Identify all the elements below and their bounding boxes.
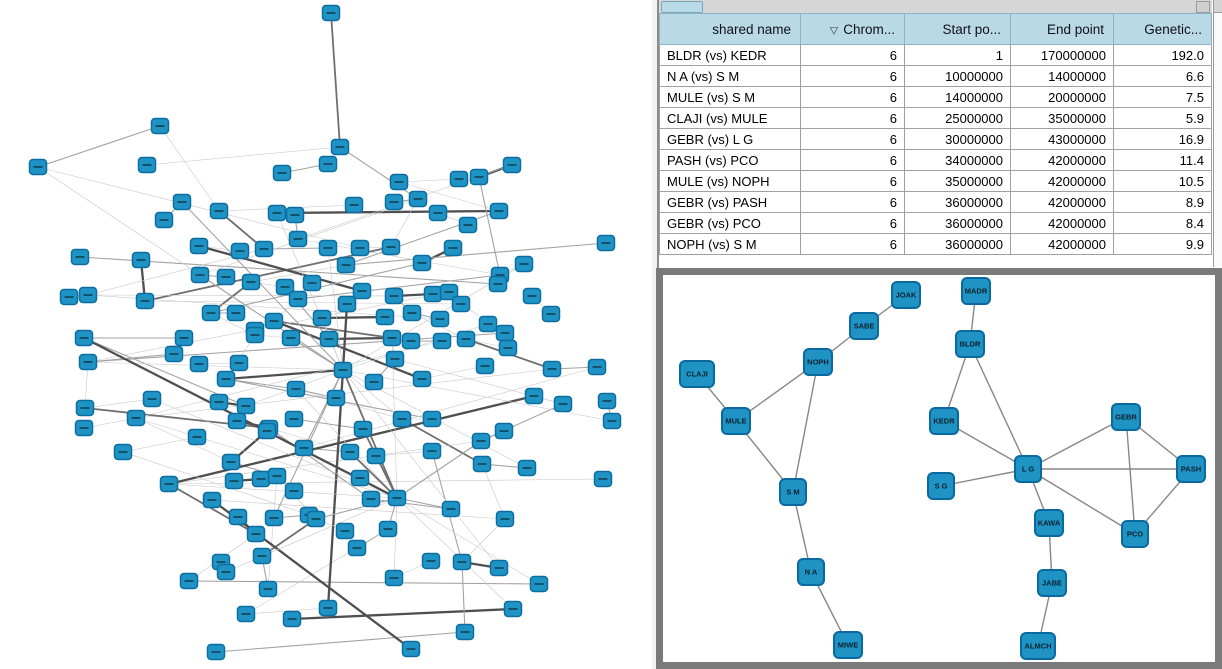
hscrollbar-thumb[interactable] <box>661 1 703 13</box>
table-cell: 5.9 <box>1114 108 1212 129</box>
node-label-smudge <box>292 388 301 390</box>
table-row[interactable] <box>660 150 1212 171</box>
subnetwork-node[interactable] <box>1021 633 1055 659</box>
table-header-row <box>660 14 1212 45</box>
network-edge <box>147 147 340 165</box>
table-row[interactable] <box>660 192 1212 213</box>
node-label-smudge <box>80 427 89 429</box>
subnetwork-node[interactable] <box>1122 521 1148 547</box>
node-label-smudge <box>520 263 529 265</box>
column-header-start-position[interactable]: Start po... <box>905 14 1011 45</box>
node-label-smudge <box>429 293 438 295</box>
node-label-smudge <box>294 238 303 240</box>
network-edge <box>88 362 343 370</box>
subnetwork-node-label: S M <box>786 487 800 497</box>
subnetwork-node[interactable] <box>1177 456 1205 482</box>
table-vertical-scrollbar[interactable] <box>1213 0 1222 267</box>
node-label-smudge <box>270 320 279 322</box>
node-label-smudge <box>76 256 85 258</box>
table-cell: 42000000 <box>1011 192 1114 213</box>
node-label-smudge <box>350 204 359 206</box>
table-cell: 6 <box>801 192 905 213</box>
network-edge <box>226 370 343 379</box>
node-label-smudge <box>481 365 490 367</box>
node-label-smudge <box>324 163 333 165</box>
node-label-smudge <box>504 347 513 349</box>
subnetwork-node[interactable] <box>962 278 990 304</box>
subnetwork-node[interactable] <box>892 282 920 308</box>
node-label-smudge <box>477 440 486 442</box>
node-label-smudge <box>457 303 466 305</box>
node-label-smudge <box>603 400 612 402</box>
table-cell: 35000000 <box>905 171 1011 192</box>
node-label-smudge <box>291 214 300 216</box>
node-label-smudge <box>462 338 471 340</box>
table-cell: MULE (vs) NOPH <box>660 171 801 192</box>
subnetwork-node-label: KEDR <box>933 416 955 426</box>
node-label-smudge <box>496 274 505 276</box>
network-edge <box>343 304 347 370</box>
node-label-smudge <box>215 210 224 212</box>
node-label-smudge <box>359 428 368 430</box>
node-label-smudge <box>336 146 345 148</box>
node-label-smudge <box>196 274 205 276</box>
node-label-smudge <box>165 483 174 485</box>
table-row[interactable] <box>660 213 1212 234</box>
node-label-smudge <box>428 418 437 420</box>
table-cell: 42000000 <box>1011 213 1114 234</box>
subnetwork-node-label: GEBR <box>1115 412 1137 422</box>
node-label-smudge <box>495 567 504 569</box>
network-edge <box>397 498 539 584</box>
network-edge <box>462 562 465 632</box>
node-label-smudge <box>602 242 611 244</box>
subnetwork-node-label: SABE <box>853 321 875 331</box>
node-label-smudge <box>387 246 396 248</box>
node-label-smudge <box>428 450 437 452</box>
node-label-smudge <box>384 528 393 530</box>
node-label-smudge <box>438 340 447 342</box>
table-cell: 36000000 <box>905 234 1011 255</box>
column-header-chromosome-label: Chrom... <box>843 21 895 37</box>
table-cell: 6 <box>801 66 905 87</box>
node-label-smudge <box>343 303 352 305</box>
node-label-smudge <box>288 618 297 620</box>
table-cell: 6.6 <box>1114 66 1212 87</box>
node-label-smudge <box>356 247 365 249</box>
column-header-shared-name[interactable]: shared name <box>660 14 801 45</box>
node-label-smudge <box>193 436 202 438</box>
subnetwork-node-label: MIWE <box>837 640 859 650</box>
table-cell: 14000000 <box>1011 66 1114 87</box>
network-edge <box>277 211 499 213</box>
node-label-smudge <box>195 245 204 247</box>
node-label-smudge <box>447 508 456 510</box>
node-label-smudge <box>222 571 231 573</box>
node-label-smudge <box>208 499 217 501</box>
node-label-smudge <box>559 403 568 405</box>
table-cell: MULE (vs) S M <box>660 87 801 108</box>
node-label-smudge <box>148 398 157 400</box>
node-label-smudge <box>242 405 251 407</box>
node-label-smudge <box>494 283 503 285</box>
subnetwork-node[interactable] <box>1035 510 1063 536</box>
subnetwork-node[interactable] <box>680 361 714 387</box>
subnetwork-node-label: KAWA <box>1037 518 1061 528</box>
node-label-smudge <box>381 316 390 318</box>
table-row[interactable] <box>660 171 1212 192</box>
subnetwork-node-label: PASH <box>1180 464 1202 474</box>
subnetwork-node[interactable] <box>850 313 878 339</box>
node-label-smudge <box>353 547 362 549</box>
table-cell: 9.9 <box>1114 234 1212 255</box>
subnetwork-node-label: NOPH <box>807 357 829 367</box>
network-edge <box>296 389 402 419</box>
table-horizontal-scrollbar[interactable] <box>659 0 1212 14</box>
node-label-smudge <box>445 291 454 293</box>
node-label-smudge <box>418 378 427 380</box>
node-label-smudge <box>300 447 309 449</box>
node-label-smudge <box>180 337 189 339</box>
table-cell: CLAJI (vs) MULE <box>660 108 801 129</box>
node-label-smudge <box>547 313 556 315</box>
network-edge <box>216 632 465 652</box>
node-label-smudge <box>170 353 179 355</box>
table-cell: 192.0 <box>1114 45 1212 66</box>
subnetwork-node[interactable] <box>804 349 832 375</box>
node-label-smudge <box>475 176 484 178</box>
subnetwork-node[interactable] <box>1038 570 1066 596</box>
subnetwork-edge[interactable] <box>1126 417 1135 534</box>
table-cell: 16.9 <box>1114 129 1212 150</box>
table-cell: 30000000 <box>905 129 1011 150</box>
network-edge <box>264 248 328 249</box>
attribute-table <box>659 13 1212 255</box>
node-label-smudge <box>318 317 327 319</box>
node-label-smudge <box>391 358 400 360</box>
subnetwork-node-label: PCO <box>1126 529 1144 539</box>
node-label-smudge <box>332 397 341 399</box>
node-label-smudge <box>464 224 473 226</box>
table-cell: 6 <box>801 129 905 150</box>
node-label-smudge <box>535 583 544 585</box>
node-label-smudge <box>294 298 303 300</box>
node-label-smudge <box>324 607 333 609</box>
node-label-smudge <box>390 201 399 203</box>
node-label-smudge <box>258 555 267 557</box>
node-label-smudge <box>247 281 256 283</box>
table-cell: 36000000 <box>905 213 1011 234</box>
node-label-smudge <box>217 561 226 563</box>
node-label-smudge <box>290 418 299 420</box>
subnetwork-node[interactable] <box>930 408 958 434</box>
table-cell: 8.9 <box>1114 192 1212 213</box>
node-label-smudge <box>501 518 510 520</box>
node-label-smudge <box>312 518 321 520</box>
subnetwork-node[interactable] <box>1015 456 1041 482</box>
subnetwork-node[interactable] <box>798 559 824 585</box>
table-cell: 42000000 <box>1011 234 1114 255</box>
subnetwork-node[interactable] <box>780 479 806 505</box>
subnetwork-node-label: S G <box>934 481 948 491</box>
node-label-smudge <box>34 166 43 168</box>
node-label-smudge <box>356 477 365 479</box>
network-edge <box>422 366 485 379</box>
node-label-smudge <box>264 588 273 590</box>
subnetwork-node-label: BLDR <box>959 339 981 349</box>
table-cell: 25000000 <box>905 108 1011 129</box>
node-label-smudge <box>390 295 399 297</box>
node-label-smudge <box>65 296 74 298</box>
table-cell: 42000000 <box>1011 171 1114 192</box>
column-header-chromosome[interactable] <box>801 14 905 45</box>
table-cell: BLDR (vs) KEDR <box>660 45 801 66</box>
node-label-smudge <box>290 490 299 492</box>
node-label-smudge <box>393 497 402 499</box>
node-label-smudge <box>84 361 93 363</box>
table-cell: 7.5 <box>1114 87 1212 108</box>
node-label-smudge <box>273 475 282 477</box>
node-label-smudge <box>358 290 367 292</box>
node-label-smudge <box>160 219 169 221</box>
network-edge <box>340 147 418 199</box>
node-label-smudge <box>372 455 381 457</box>
subnetwork-node[interactable] <box>722 408 750 434</box>
table-row[interactable] <box>660 66 1212 87</box>
node-label-smudge <box>327 12 336 14</box>
node-label-smudge <box>195 363 204 365</box>
node-label-smudge <box>80 337 89 339</box>
node-label-smudge <box>478 463 487 465</box>
subnetwork-node[interactable] <box>1112 404 1140 430</box>
node-label-smudge <box>458 561 467 563</box>
node-label-smudge <box>230 480 239 482</box>
node-label-smudge <box>308 282 317 284</box>
node-label-smudge <box>434 212 443 214</box>
network-edge <box>85 399 152 408</box>
table-cell: GEBR (vs) L G <box>660 129 801 150</box>
node-label-smudge <box>132 417 141 419</box>
node-label-smudge <box>252 533 261 535</box>
table-cell: 43000000 <box>1011 129 1114 150</box>
node-label-smudge <box>599 478 608 480</box>
table-cell: 6 <box>801 150 905 171</box>
node-label-smudge <box>143 164 152 166</box>
node-label-smudge <box>449 247 458 249</box>
subnetwork-edge[interactable] <box>970 344 1028 469</box>
column-header-end-point[interactable]: End point <box>1011 14 1114 45</box>
hscrollbar-button[interactable] <box>1196 1 1210 13</box>
subnetwork-node[interactable] <box>956 331 984 357</box>
node-label-smudge <box>388 337 397 339</box>
node-label-smudge <box>233 420 242 422</box>
subnetwork-node-label: JOAK <box>895 290 917 300</box>
node-label-smudge <box>407 648 416 650</box>
node-label-smudge <box>407 340 416 342</box>
node-label-smudge <box>342 264 351 266</box>
node-label-smudge <box>251 334 260 336</box>
node-label-smudge <box>484 323 493 325</box>
table-cell: 36000000 <box>905 192 1011 213</box>
node-label-smudge <box>528 295 537 297</box>
node-label-smudge <box>215 401 224 403</box>
node-label-smudge <box>227 461 236 463</box>
node-label-smudge <box>530 395 539 397</box>
table-row[interactable] <box>660 45 1212 66</box>
node-label-smudge <box>178 201 187 203</box>
table-cell: 35000000 <box>1011 108 1114 129</box>
table-cell: 6 <box>801 87 905 108</box>
network-edge <box>136 418 231 462</box>
node-label-smudge <box>509 608 518 610</box>
table-row[interactable] <box>660 87 1212 108</box>
node-label-smudge <box>495 210 504 212</box>
node-label-smudge <box>273 212 282 214</box>
table-row[interactable] <box>660 234 1212 255</box>
network-edge <box>304 367 597 448</box>
node-label-smudge <box>341 530 350 532</box>
subnetwork-node-label: ALMCH <box>1024 641 1052 651</box>
table-cell: GEBR (vs) PASH <box>660 192 801 213</box>
network-edge <box>331 13 340 147</box>
node-label-smudge <box>523 467 532 469</box>
network-edge <box>123 437 197 452</box>
node-label-smudge <box>260 248 269 250</box>
node-label-smudge <box>501 332 510 334</box>
network-edge <box>322 317 385 318</box>
node-label-smudge <box>346 451 355 453</box>
node-label-smudge <box>84 294 93 296</box>
table-cell: 6 <box>801 108 905 129</box>
node-label-smudge <box>608 420 617 422</box>
node-label-smudge <box>81 407 90 409</box>
node-label-smudge <box>548 368 557 370</box>
table-cell: 170000000 <box>1011 45 1114 66</box>
node-label-smudge <box>436 318 445 320</box>
node-label-smudge <box>222 378 231 380</box>
node-label-smudge <box>367 498 376 500</box>
network-edge <box>394 498 397 578</box>
node-label-smudge <box>185 580 194 582</box>
table-cell: 8.4 <box>1114 213 1212 234</box>
node-label-smudge <box>593 366 602 368</box>
vscrollbar-button[interactable] <box>1214 0 1222 13</box>
table-cell: 34000000 <box>905 150 1011 171</box>
table-cell: 20000000 <box>1011 87 1114 108</box>
node-label-smudge <box>137 259 146 261</box>
node-label-smudge <box>395 181 404 183</box>
table-cell: 6 <box>801 213 905 234</box>
node-label-smudge <box>508 164 517 166</box>
node-label-smudge <box>281 286 290 288</box>
node-label-smudge <box>461 631 470 633</box>
table-cell: 6 <box>801 234 905 255</box>
table-cell: 1 <box>905 45 1011 66</box>
subnetwork-node-label: MULE <box>725 416 747 426</box>
node-label-smudge <box>263 430 272 432</box>
subnetwork-node-label: L G <box>1021 464 1035 474</box>
node-label-smudge <box>156 125 165 127</box>
node-label-smudge <box>119 451 128 453</box>
node-label-smudge <box>398 418 407 420</box>
subnetwork-node-label: N A <box>804 567 818 577</box>
node-label-smudge <box>418 262 427 264</box>
node-label-smudge <box>390 577 399 579</box>
node-label-smudge <box>324 247 333 249</box>
table-cell: 6 <box>801 171 905 192</box>
node-label-smudge <box>212 651 221 653</box>
table-row[interactable] <box>660 108 1212 129</box>
table-cell: 42000000 <box>1011 150 1114 171</box>
subnetwork-node-label: JABE <box>1041 578 1063 588</box>
node-label-smudge <box>278 172 287 174</box>
node-label-smudge <box>207 312 216 314</box>
node-label-smudge <box>141 300 150 302</box>
node-label-smudge <box>408 312 417 314</box>
network-edge <box>479 177 500 275</box>
subnetwork-panel <box>656 268 1222 669</box>
table-row[interactable] <box>660 129 1212 150</box>
subnetwork-graph <box>663 275 1215 662</box>
node-label-smudge <box>234 516 243 518</box>
node-label-smudge <box>257 478 266 480</box>
node-label-smudge <box>427 560 436 562</box>
subnetwork-node[interactable] <box>834 632 862 658</box>
network-edge <box>212 500 505 519</box>
filter-icon[interactable]: ▽ <box>829 24 839 36</box>
node-label-smudge <box>235 362 244 364</box>
node-label-smudge <box>242 613 251 615</box>
column-header-genetic[interactable]: Genetic... <box>1114 14 1212 45</box>
table-panel <box>659 0 1222 267</box>
table-cell: 10.5 <box>1114 171 1212 192</box>
node-label-smudge <box>370 381 379 383</box>
node-label-smudge <box>287 337 296 339</box>
node-label-smudge <box>270 517 279 519</box>
subnetwork-node[interactable] <box>928 473 954 499</box>
node-label-smudge <box>500 430 509 432</box>
network-edge <box>268 476 277 589</box>
table-cell: 14000000 <box>905 87 1011 108</box>
table-cell: 10000000 <box>905 66 1011 87</box>
network-edge <box>329 338 392 339</box>
subnetwork-node-label: CLAJI <box>686 369 708 379</box>
table-cell: GEBR (vs) PCO <box>660 213 801 234</box>
subnetwork-node-label: MADR <box>964 286 988 296</box>
table-cell: 6 <box>801 45 905 66</box>
node-label-smudge <box>455 178 464 180</box>
table-cell: PASH (vs) PCO <box>660 150 801 171</box>
node-label-smudge <box>222 276 231 278</box>
table-cell: 11.4 <box>1114 150 1212 171</box>
node-label-smudge <box>339 369 348 371</box>
table-cell: NOPH (vs) S M <box>660 234 801 255</box>
node-label-smudge <box>236 250 245 252</box>
node-label-smudge <box>414 198 423 200</box>
table-cell: N A (vs) S M <box>660 66 801 87</box>
node-label-smudge <box>232 312 241 314</box>
node-label-smudge <box>325 338 334 340</box>
subnetwork-edge[interactable] <box>793 362 818 492</box>
